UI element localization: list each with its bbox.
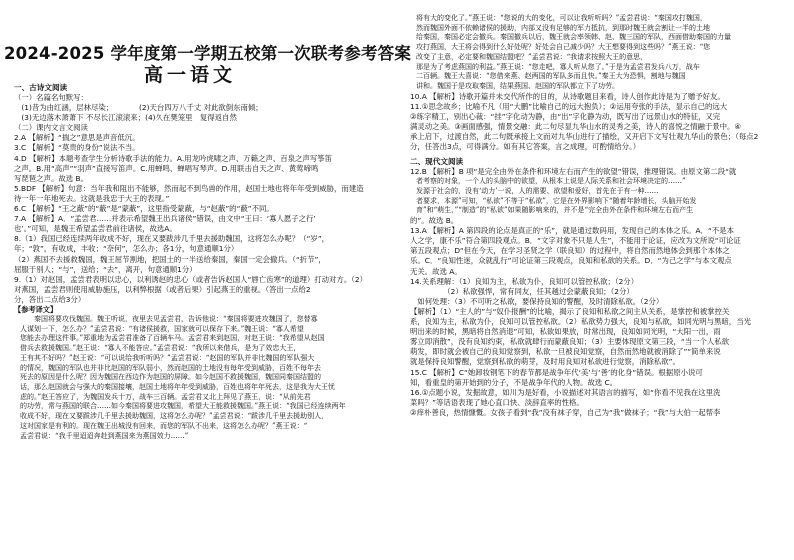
text-line: 那是为了考虑燕国的利益。”燕王说：“您走吧，寡人听从您了。”于是为孟尝君发兵八万，战车 [416,62,700,71]
text-line: 死去的原因是什么呢？因为魏国在西边作为赵国的屏障。如今赵国不救援魏国，魏国同秦国结盟的 [20,373,321,382]
text-line: 7.A 【解析】A．“孟尝君……并表示希望魏王出兵诸侯”错误，由文中“王曰：‘寡人愿子之行’ [14,214,316,224]
text-line: 的情况，魏国的军队也并非比赵国的军队弱小，然而赵国的土地没有每年受到威胁，百姓不每年去 [20,363,321,372]
text-line: 9.（1）对赵国，孟尝君表明以忠心，以利诱赵的忠心（或者告诉赵国人“唇亡齿寒”的道理）打动对方。（2） [14,274,367,284]
text-line: 菜吗？”等话语表现了她心直口快、淡辞直率的性格。 [410,397,584,407]
text-line: 系，良知为主，私欲为仆，良知可以管控私欲。（2）私欲势力强大，良知与私欲，如同光明与黑暗，当光 [410,317,751,327]
text-line: 写琵琶之声。故选 B。 [14,173,88,183]
text-line: 14.关系理解：（1）良知为主，私欲为仆，良知可以管控私欲；（2分） [410,276,639,286]
text-line: （2）燕国不去援救魏国，魏王屈节割地，把国土的一半送给秦国，秦国一定会撤兵。（“折节”， [14,254,326,264]
text-line: 这对国家是有利的。现在魏王出城没有回来，而您的军队不出来，这将怎么办呢？”燕王说：“ [20,421,308,430]
text-line: 将有大的变化了。”燕王说：“您说的大的变化，可以让我听听吗？”孟尝君说：“秦国攻打魏国， [416,14,707,22]
text-line: 秦国将要攻伐魏国。魏王听说，夜里去见孟尝君，告诉他说：“秦国将要进攻魏国了，您替寡 [20,315,318,324]
text-line: (1)昔为由红涵，层林尽染； (2)天台四万八千丈 对此欲倒东南倾； [14,103,263,113]
text-line: （二）课内文言文阅读 [14,123,88,133]
text-line: 无关。故选 A。 [410,266,462,276]
left-column-text [14,82,394,441]
text-line: 收成不好，现在又要跋涉几千里去援助魏国，这将怎么办呢？”孟尝君说：“跋涉几千里去援助别人， [20,412,329,421]
text-line: 13.A 【解析】A 第四段的论点是真正的“乐”，就是通过数码用，发现自己的本体之乐。A．“不是本 [410,226,734,236]
text-line: 乐。C．“良知性迷，众就乱行”可论证第三段观点，良知和私欲的关系。D．“为己之学”与本文观点 [410,256,732,266]
text-line: 也’。”可知，是魏王希望孟尝君前往诸侯，故选A。 [14,224,177,234]
exam-title: 2024-2025 学年度第一学期五校第一次联考参考答案 [4,44,412,63]
text-line: 雾立即消散”，没有良知约束，私欲就肆行而蒙蔽良知；（3）主要体现原文第三段，“当一个人私欲 [410,337,730,347]
text-line: 借兵去救援魏国。”赵王说：“寡人不能答应。”孟尝君说：“我所以来借兵，是为了效忠大王， [20,344,301,353]
text-line: 承上启下，过渡自然，此二句既承接上文而对九华山进行了描绘，又开启下文写壮观九华山的景色；（每点2 [410,132,759,141]
right-column-text [410,14,784,418]
text-line: 5.BDF 【解析】句意：当年我和阻出不能够，然而起不到鸟兽的作用，赵国士地也将年年受到威胁，而建造 [14,183,364,193]
text-line: 8.（1）我国已经连续两年收成不好，现在又要跋涉几千里去援助魏国，这将怎么办呢？（“岁”， [14,234,330,244]
text-line: 发源于社会的，没有‘动力’一说，人的需要、欲望和爱好，首先在于有一种…… [416,186,659,195]
text-line: 明出来的时候，黑暗将自然消退”可知，私欲如果放，时常出现，良知如同光明，“大阳一出，雨 [410,327,721,337]
text-line: 然而魏国外面不依赖诸侯的援助，内部又没有足够的军力抵抗，到那时魏王就会割让一半的土地 [416,23,710,32]
section-heading: 二、现代文阅读 [410,157,464,167]
text-line: 就是保持良知警醒，觉察到私欲的萌芽，及时用良知对私欲进行觉察，消除私欲”。 [410,357,680,367]
text-line: 孟尝君说：“我千里迢迢奔赴到燕国来为燕国效力……” [20,431,189,440]
text-line: 之声。B.用“高声”“羽声”直接写笛声。C.用蝉鸣、蝉唱写琴声。D.用联击自天之声、黄莺啼鸣 [14,163,319,173]
text-line: 【解析】（1）“主人的”与“奴仆报酬”的比喻，揭示了良知和私欲之间主从关系，是掌控和被掌控关 [410,306,730,316]
text-line: 话，那么赵国就会与强大的秦国接壤，赵国土地将年年受到威胁，百姓也将年年死去，这是我为大王忧 [20,382,335,391]
text-line: 改变了主意，必定要和魏国结盟吧？”孟尝君说：“我请求按照大王的意思， [416,52,648,61]
text-line: 15.C 【解析】C“她卸妆钢笔下的春节都是战争年代‘美’与‘善’的化身”错误。根据原小说可 [410,367,703,377]
text-line: ②练字精工，别出心裁：“挂”字化动为静，由“出”字化静为动，既写出了远景山水的特征，又完 [410,111,721,121]
text-line: 第五段观点；D“但在今天，在学习圣贤之学（联良知）的过程中，将自然而然地体会到那个本体之 [410,246,730,256]
text-line: 6.C 【解析】“王之蔽”的“蔽”是“蒙蔽”，这里指受蒙蔽，与“赵蔽”的“蔽”不同。 [14,204,274,214]
text-line: 满灵动之美。③画面感强，情景交融：此二句尽显九华山水的灵秀之美，诗人的喜悦之情融于景中。④ [410,121,742,131]
text-line: 者考察的对象，一个人的头脑中的欲望，从根本上说是人际关系和社会环境决定的……” [416,177,686,186]
text-line: 4.D 【解析】本题考查学生分析诗歌手法的能力。A.用龙吟虎啸之声、万籁之声、百泉之声写筝笛 [14,153,332,163]
text-line: 育”和“萌生，”“制造”的“私欲”如果随影响来的，并不是“完全由外在条件和环境左右而产生 [416,206,694,215]
text-line: （2）私欲强悍，常有同友，任其越过会蒙蔽良知；（2分） [410,286,634,296]
text-line: 攻打燕国，大王将会得到什么好处呢？好处会自己减少吗？大王想要得到这些吗？”燕王说：“您 [416,43,711,52]
text-line: 2.A 【解析】“揣之”意思是声音低沉。 [14,133,140,143]
text-line: 屈服于别人；“与”，送给；“去”，离开，句意通顺1分） [14,264,197,274]
text-line: 王有其不好吗？”赵王说：“可以说给我听听吗？”孟尝君说：“赵国的军队并非比魏国的军队强大 [20,353,315,362]
text-line: 分，任答出3点，可得满分。如有其它答案，言之成理，可酌情给分。） [410,142,641,152]
text-line: 虑的。”赵王答应了，为魏国发兵十万，战车三百辆。孟尝君又北上拜见了燕王，说：“从前先君 [20,392,311,401]
text-line: 您能去办理这件事。”郑重地为孟尝君准备了百辆车马。孟尝君来到赵国，对赵王说：“我希望从赵国 [20,334,325,343]
text-line: 者要求，本源”可知，“私欲”不等于“私欲”，它是在外界影响下“随着年龄增长，头脑开始发 [416,196,697,205]
text-line: 二百辆。魏王大喜说：“您借来燕、赵两国的军队多而且快。”秦王大为恐惧，割地与魏国 [416,72,686,81]
text-line: 讲和。魏国于是攻取秦国，结果燕国、赵国的军队都立下了功劳。 [416,81,619,90]
text-line: 人之学，康不乐”符合第四段观点。B．“文字对象不只是人生”，不能用于论证，应改为文所说“可论证 [410,236,741,246]
text-line: 分，答出二点给3分） [14,294,86,304]
text-line: 3.C 【解析】“莫贵的身份”说法不当。 [14,143,140,153]
text-line: ②痒朴善良，热情慷慨。女孩子看到“我”没有袜子穿，自己为“我”做袜子；“我”与大伯一起帮李 [410,407,721,417]
text-line: 的”。故选 B。 [410,216,459,226]
subject-title: 高一语文 [143,64,236,86]
text-line: 的功劳，常与燕国的联合……如今秦国将要进攻魏国，希望大王能救援魏国。”燕王说：“我国已经连续两年 [20,402,346,411]
right-column [410,0,784,560]
text-line: 待一年一年地死去。这就是我忠于大王的表现。” [14,193,170,203]
text-line: 10.A 【解析】诗歌开篇并未交代所作的目的，从诗歌题目来看，诗人创作此诗是为了赠予好友。 [410,91,725,101]
text-line: 12.B 【解析】B 项“是完全由外在条件和环境左右而产生的欲望”错误，推理错误。由原文第二段“就 [410,167,737,177]
text-line: 【参考译文】 [14,304,58,314]
text-line: 11.①思念故乡；比喻不凡（用“大鹏”比喻自己的远大抱负）；②运用夸张的手法，显示自己的远大 [410,101,728,111]
text-line: （一）名篇名句默写： [14,93,88,102]
text-line: 年；“敦”，有收成，丰收；“奈何”，怎么办；各1分，句意通顺1分） [14,244,239,254]
text-line: 如何处理：（3）不可听之私欲，要保持良知的警醒，及时清除私欲。（2分） [410,296,664,306]
section-heading: 一、古诗文阅读 [14,83,68,92]
text-line: 对燕国，孟尝君则使用威胁施压，以利弊根据（或者后果）引起燕王的重视。（答出一点给2 [14,284,311,294]
text-line: 知，看重皇的第开始到的分子，不是战争年代的人物。故选 C。 [410,377,618,387]
text-line: 16.①点题小说，发掘故意，如川为是好看，小说描述对其语言的描写，如“你看不见我在这里洗 [410,387,721,397]
text-line: (3)无边落木萧萧下 不尽长江滚滚来；(4)久在樊笼里 复得返自然 [14,113,237,123]
text-line: 萌发，即时就会被自己的良知觉察到，私欲一旦被良知觉察，自然而然地就被消除了”“简单来说 [410,347,721,357]
text-line: 给秦国，秦国必定会撤兵。秦国撤兵以后，魏王就会率领韩、赵、魏三国的军队，西面借助秦国的力量 [416,33,731,42]
text-line: 人谋划一下，怎么办？”孟尝君说：“有诸侯援救，国家就可以保存下来。”魏王说：“寡人希望 [20,324,304,333]
left-column [14,0,394,560]
